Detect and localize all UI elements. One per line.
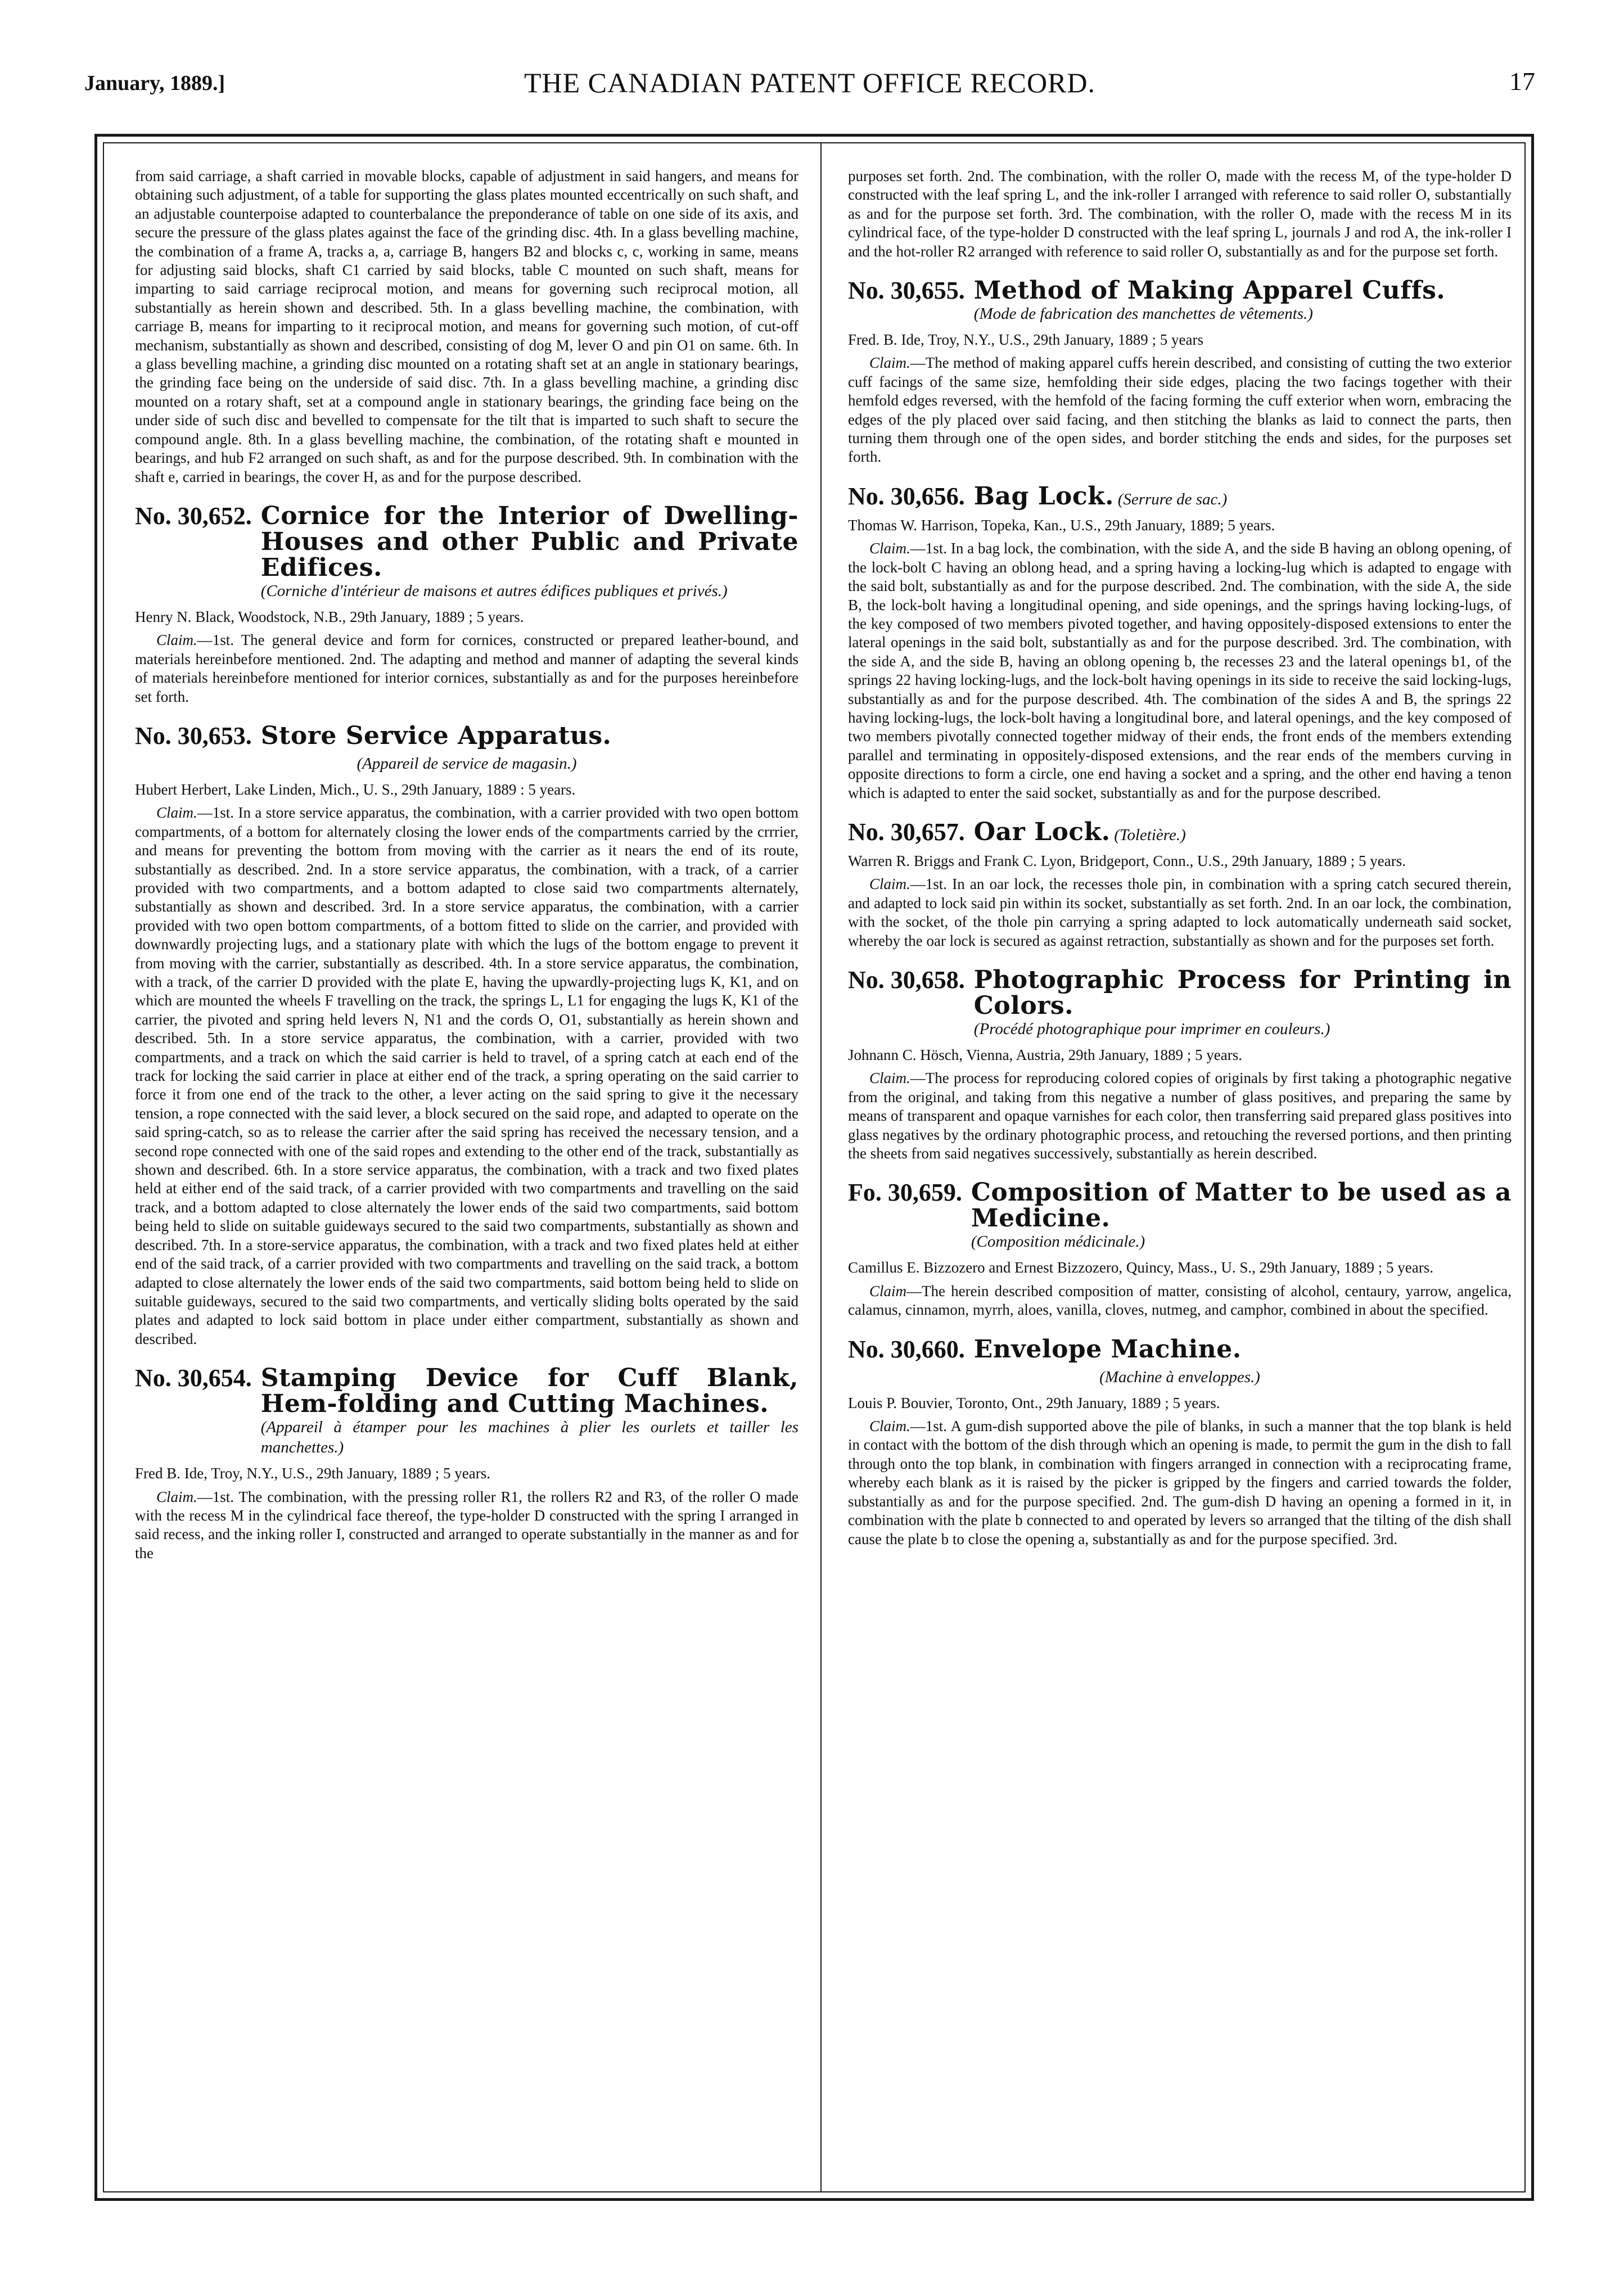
claim-text [135, 631, 799, 706]
patentee-line: Hubert Herbert, Lake Linden, Mich., U. S., 29th January, 1889 : 5 years. [135, 780, 576, 798]
claim-text [848, 1069, 1512, 1163]
french-title: (Toletière.) [1114, 825, 1186, 844]
inner-frame-rule [103, 142, 1526, 2192]
claim-body: —1st. The general device and form for cornices, constructed or prepared leather-bound, and materials hereinbefore mentioned. 2nd. The adapting and method and manner of adapting the several kinds of materials hereinbefore mentioned for interior cornices, substantially as and for the purposes hereinbefore set forth. [135, 631, 799, 705]
entry-heading [848, 278, 1512, 324]
entry-heading [848, 1180, 1512, 1252]
entry-heading [135, 723, 799, 749]
patent-entry [848, 278, 1512, 467]
french-title: (Corniche d'intérieur de maisons et autres édifices publiques et privés.) [260, 581, 728, 600]
patent-entry [135, 503, 799, 706]
patentee-line: Johnann C. Hösch, Vienna, Austria, 29th January, 1889 ; 5 years. [848, 1046, 1243, 1063]
patent-number: No. 30,658. [848, 966, 965, 994]
claim-body: —1st. In a store service apparatus, the combination, with a carrier provided with two open bottom compartments, of a bottom for alternately closing the lower ends of the compartments carried by the crrrier, and means for preventing the bottom from moving with the carrier as it nears the end of its route, substantially as described. 2nd. In a store service apparatus, the combination, with a track, of a carrier provided with two compartments, and a bottom adapted to close said two compartments alternately, substantially as shown and described. 3rd. In a store service apparatus, the combination, with a carrier provided with two open bottom compartments, of a bottom fitted to slide on the carrier, and provided with downwardly projecting lugs, and a stationary plate with which the lugs of the bottom engage to prevent it from moving with the carrier, substantially as described. 4th. In a store service apparatus, the combination, with a track, of the carrier D provided with the plate E, having the upwardly-projecting lugs K, K1, and on which are mounted the wheels F travelling on the track, the springs L, L1 for engaging the lugs K, K1 of the carrier, the pivoted and spring held levers N, N1 and the cords O, O1, substantially as herein shown and described. 5th. In a store service apparatus, the combination, with a carrier, provided with two compartments, and a track on which the said carrier is held to travel, of a spring catch at each end of the track for locking the said carrier in place at either end of the track, a spring operating on the said carrier to force it from one end of the track to the other, a lever acting on the said spring to give it the necessary tension, a rope connected with the said lever, a block secured on the said rope, and adapted to operate on the said spring-catch, so as to release the carrier after the said spring has received the necessary tension, and a second rope connected with one of the said ropes and extending to the other end of the track, substantially as shown and described. 6th. In a store service apparatus, the combination, with a track and two fixed plates held at either end of the said track, of a carrier provided with two compartments and travelling on the said track, and a bottom adapted to close alternately the lower ends of the said two compartments, said bottom being held to slide on suitable guideways secured to the said two compartments, substantially as shown and described. 7th. In a store-service apparatus, the combination, with a track and two fixed plates held at either end of the said track, of a carrier provided with two compartments and travelling on the said track, a bottom adapted to close alternately the lower ends of the said two compartments, said bottom being held to slide on suitable guideways, secured to the said two compartments, and vertically sliding bolts operated by the said plates and adapted to lock said bottom in place under either compartment, substantially as shown and described. [135, 804, 799, 1347]
patent-entry [848, 819, 1512, 950]
claim-label: Claim [869, 1282, 907, 1300]
patent-number: No. 30,657. [848, 818, 965, 846]
claim-label: Claim. [156, 1488, 197, 1505]
claim-label: Claim. [869, 1418, 910, 1435]
entry-heading [848, 819, 1512, 845]
claim-label: Claim. [869, 876, 910, 893]
entry-heading [848, 481, 1512, 511]
claim-body: —1st. A gum-dish supported above the pile of blanks, in such a manner that the top blank is held in contact with the bottom of the dish through which an opening is made, to permit the gum in the dish to fall through onto the top blank, in combination with fingers arranged in connection with a reciprocating frame, whereby each blank as it is raised by the picker is gripped by the fingers and carried towards the folder, substantially as and for the purpose specified. 2nd. The gum-dish D having an opening a formed in it, in combination with the plate b connected to and operated by levers so arranged that the tilting of the dish shall cause the plate b to close the opening a, substantially as and for the purpose specified. 3rd. [848, 1418, 1512, 1547]
patent-title: Photographic Process for Printing in Colors. [973, 965, 1512, 1020]
claim-body: —1st. In a bag lock, the combination, with the side A, and the side B having an oblong opening, of the lock-bolt C having an oblong head, and a spring having a locking-lug which is adapted to engage with the said bolt, substantially as and for the purpose described. 2nd. The combination, with the side A, the side B, the lock-bolt having a longitudinal opening, and side openings, and the springs having locking-lugs, of the key composed of two members pivoted together, and having oppositely-disposed extensions to enter the lateral openings in the said bolt, substantially as and for the purpose described. 3rd. The combination, with the side A, and the side B, having an oblong opening b, the recesses 23 and the lateral openings b1, of the springs 22 having locking-lugs, and the lock-bolt having openings in its side to receive the said locking-lugs, substantially as and for the purpose described. 4th. The combination of the sides A and B, the springs 22 having locking-lugs, the lock-bolt having a longitudinal bore, and lateral openings, and the key composed of two members pivotally connected together midway of their ends, the front ends of the members extending parallel and terminating in oppositely-disposed extensions, and the rear ends of the members curving in opposite directions to form a circle, one end having a socket and a spring, and the other end having a tenon which is adapted to enter the said socket, substantially as and for the purpose described. [848, 540, 1512, 801]
issue-date: January, 1889.] [84, 71, 225, 95]
continued-claim-text: from said carriage, a shaft carried in movable blocks, capable of adjustment in said hangers, and means for obtaining such adjustment, of a table for supporting the glass plates mounted eccentrically on such shaft, and an adjustable counterpoise adapted to counterbalance the preponderance of table on one side of its axis, and secure the pressure of the glass plates against the face of the grinding disc. 4th. In a glass bevelling machine, the combination of a frame A, tracks a, a, carriage B, hangers B2 and blocks c, c, working in same, means for adjusting said blocks, shaft C1 carried by said blocks, table C mounted on such shaft, means for imparting to said carriage reciprocal motion, and means for governing such reciprocal motion, all substantially as herein shown and described. 5th. In a glass bevelling machine, the combination, with carriage B, means for imparting to it reciprocal motion, and means for governing such motion, of cut-off mechanism, substantially as shown and described, consisting of dog M, lever O and pin O1 on same. 6th. In a glass bevelling machine, a grinding disc mounted on a rotating shaft set at an angle in stationary bearings, the grinding face being on the underside of said disc. 7th. In a glass bevelling machine, a grinding disc mounted on a rotary shaft, set at a compound angle in stationary bearings, the grinding face being on the under side of such disc and bevelled to compensate for the tilt that is imparted to such shaft to secure the compound angle. 8th. In a glass bevelling machine, the combination, of the rotating shaft e mounted in bearings, and hub F2 arranged on such shaft, as and for the purpose described. 9th. In combination with the shaft e, carried in bearings, the cover H, as and for the purpose described. [135, 168, 799, 485]
patentee-line: Henry N. Black, Woodstock, N.B., 29th January, 1889 ; 5 years. [135, 608, 524, 625]
french-title: (Mode de fabrication des manchettes de vêtements.) [973, 305, 1313, 323]
french-title: (Appareil à étamper pour les machines à plier les ourlets et tailler les manchettes.) [260, 1418, 799, 1457]
patent-title: Cornice for the Interior of Dwelling-Houses and other Public and Private Edifices. [260, 501, 799, 582]
continued-claim-text: purposes set forth. 2nd. The combination, with the roller O, made with the recess M, of the type-holder D constructed with the leaf spring L, and the ink-roller I arranged with reference to said roller O, substantially as and for the purpose set forth. 3rd. The combination, with the roller O, made with the recess M in its cylindrical face, of the type-holder D constructed with the leaf spring L, journals J and rod A, the ink-roller I and the hot-roller R2 arranged with reference to said roller O, substantially as and for the purpose set forth. [848, 168, 1512, 260]
patent-title: Bag Lock. [973, 481, 1114, 511]
patent-title: Store Service Apparatus. [260, 721, 612, 750]
patent-entry [135, 723, 799, 1348]
french-title: (Procédé photographique pour imprimer en couleurs.) [973, 1020, 1330, 1038]
patent-number: Fo. 30,659. [848, 1179, 962, 1207]
french-title: (Serrure de sac.) [1117, 490, 1228, 508]
page-frame [94, 134, 1534, 2201]
patentee-line: Fred. B. Ide, Troy, N.Y., U.S., 29th January, 1889 ; 5 years [848, 331, 1203, 349]
claim-text [848, 539, 1512, 802]
patentee-line: Louis P. Bouvier, Toronto, Ont., 29th January, 1889 ; 5 years. [848, 1394, 1220, 1411]
patent-number: No. 30,656. [848, 482, 965, 510]
entry-heading [135, 503, 799, 601]
entry-heading [848, 1334, 1512, 1364]
french-title: (Composition médicinale.) [971, 1233, 1145, 1251]
patent-title: Method of Making Apparel Cuffs. [973, 276, 1446, 305]
journal-title: THE CANADIAN PATENT OFFICE RECORD. [524, 67, 1096, 98]
entry-heading [135, 1365, 799, 1458]
running-head [84, 66, 1535, 106]
patent-title: Stamping Device for Cuff Blank, Hem-folding and Cutting Machines. [260, 1364, 799, 1419]
french-title: (Appareil de service de magasin.) [357, 754, 577, 773]
claim-label: Claim. [156, 631, 197, 649]
patent-entry [848, 481, 1512, 802]
patent-title: Composition of Matter to be used as a Medicine. [971, 1178, 1512, 1233]
patent-number: No. 30,655. [848, 277, 965, 305]
claim-body: —The process for reproducing colored copies of originals by first taking a photographic negative from the original, and taking from this negative a number of glass positives, and preparing the same by means of transparent and opaque varnishes for each color, then transferring said prepared glass positives into glass negatives by the ordinary photographic process, and retouching the reversed portions, and then printing the sheets from said negatives successively, substantially as herein described. [848, 1070, 1512, 1162]
claim-body: —The method of making apparel cuffs herein described, and consisting of cutting the two exterior cuff facings of the same size, hemfolding their side edges, placing the two facings together with their hemfold edges reversed, with the hemfold of the facing forming the cuff exterior when worn, embracing the edges of the ply placed over said facing, and then stitching the blanks as laid to connect the parts, then turning them through one of the open sides, and border stitching the ends and sides, for the purposes set forth. [848, 354, 1512, 466]
patent-entry [848, 967, 1512, 1163]
french-title: (Machine à enveloppes.) [1099, 1368, 1260, 1386]
right-column [848, 167, 1512, 1549]
page-number: 17 [1509, 67, 1535, 96]
patentee-line: Camillus E. Bizzozero and Ernest Bizzozero, Quincy, Mass., U. S., 29th January, 1889 ; 5 years. [848, 1259, 1434, 1276]
entry-heading [848, 967, 1512, 1039]
patentee-line: Fred B. Ide, Troy, N.Y., U.S., 29th January, 1889 ; 5 years. [135, 1465, 490, 1482]
patentee-line: Thomas W. Harrison, Topeka, Kan., U.S., 29th January, 1889; 5 years. [848, 516, 1275, 534]
patent-number: No. 30,660. [848, 1335, 965, 1363]
claim-text [135, 1488, 799, 1563]
claim-label: Claim. [156, 804, 197, 822]
claim-label: Claim. [869, 1070, 910, 1087]
claim-text [848, 875, 1512, 950]
patent-entry [848, 1180, 1512, 1319]
patentee-line: Warren R. Briggs and Frank C. Lyon, Bridgeport, Conn., U.S., 29th January, 1889 ; 5 years. [848, 852, 1406, 869]
claim-text [848, 1417, 1512, 1549]
patent-number: No. 30,653. [135, 721, 252, 750]
patent-entry [848, 1334, 1512, 1549]
claim-body: —1st. The combination, with the pressing roller R1, the rollers R2 and R3, of the roller O made with the recess M in the cylindrical face thereof, the type-holder D constructed with the spring I arranged in said recess, and the inking roller I, constructed and arranged to operate substantially in the manner as and for the [135, 1488, 799, 1562]
patent-number: No. 30,652. [135, 502, 252, 530]
claim-body: —The herein described composition of matter, consisting of alcohol, centaury, yarrow, angelica, calamus, cinnamon, myrrh, aloes, vanilla, cloves, nutmeg, and camphor, combined in about the specified. [848, 1282, 1512, 1319]
left-column [135, 167, 799, 1563]
patent-number: No. 30,654. [135, 1364, 252, 1392]
claim-text [848, 354, 1512, 466]
column-divider [820, 143, 822, 2191]
claim-body: —1st. In an oar lock, the recesses thole pin, in combination with a spring catch secured therein, and adapted to lock said pin within its socket, substantially as set forth. 2nd. In an oar lock, the combination, with the socket, of the thole pin carrying a spring adapted to lock automatically underneath said socket, whereby the oar lock is secured as against retraction, substantially as shown and for the purposes set forth. [848, 876, 1512, 949]
claim-text [848, 1282, 1512, 1320]
claim-text [135, 804, 799, 1348]
patent-title: Oar Lock. [973, 817, 1111, 846]
patent-title: Envelope Machine. [973, 1334, 1242, 1364]
patent-entry [135, 1365, 799, 1563]
claim-label: Claim. [869, 540, 910, 557]
claim-label: Claim. [869, 354, 910, 372]
